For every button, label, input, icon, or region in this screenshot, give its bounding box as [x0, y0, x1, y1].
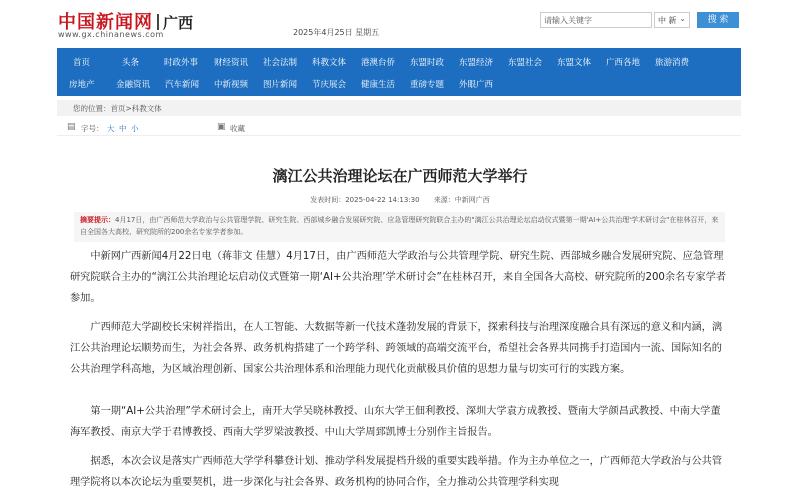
article-paragraph: 第一期“AI+公共治理”学术研讨会上，南开大学吴晓林教授、山东大学王佃利教授、深圳大学袁方成教授、暨南大学颜昌武教授、中南大学董海军教授、南京大学于君博教授、西南大学罗梁波教授、中山大学周郅凯博士分别作主旨报告。 [70, 406, 721, 438]
nav-item[interactable]: 重磅专题 [410, 80, 445, 90]
font-size-icon: ▤ [67, 122, 76, 132]
nav-item[interactable]: 东盟文体 [557, 58, 592, 68]
nav-item[interactable]: 旅游消费 [655, 58, 690, 68]
nav-item[interactable]: 财经资讯 [214, 58, 249, 68]
nav-item[interactable]: 健康生活 [361, 80, 396, 90]
article-source: 来源：中新网广西 [433, 196, 490, 204]
nav-item[interactable]: 节庆展会 [312, 80, 347, 90]
font-size-label: 字号： [81, 124, 104, 133]
breadcrumb-home[interactable]: 首页 [110, 104, 126, 113]
article-title: 漓江公共治理论坛在广西师范大学举行 [272, 167, 528, 185]
nav-item[interactable]: 图片新闻 [263, 80, 298, 90]
nav-item[interactable]: 社会法制 [263, 58, 298, 68]
font-size-bar [57, 118, 741, 136]
nav-item[interactable]: 东盟社会 [508, 58, 543, 68]
search-input[interactable]: 请输入关键字 [540, 12, 652, 28]
nav-item[interactable]: 时政外事 [164, 58, 199, 68]
search-scope-value: 中 新 [658, 16, 677, 25]
chevron-down-icon: ⌄ [679, 14, 686, 23]
font-size-small[interactable]: 小 [131, 124, 139, 133]
nav-item[interactable]: 科教文体 [312, 58, 347, 68]
article-summary [74, 212, 725, 242]
nav-item[interactable]: 东盟经济 [459, 58, 494, 68]
nav-item[interactable]: 东盟时政 [410, 58, 445, 68]
article-meta [60, 195, 740, 205]
summary-label: 摘要提示： [80, 216, 115, 224]
article-paragraph: 据悉，本次会议是落实广西师范大学学科攀登计划、推动学科发展提档升级的重要实践举措。作为主办单位之一，广西师范大学政治与公共管理学院将以本次论坛为重要契机，进一步深化与社会各界、政务机构的协同合作，全力推动公共管理学科实现 [70, 456, 723, 488]
nav-item[interactable]: 头条 [122, 58, 140, 68]
nav-item[interactable]: 外眼广西 [459, 80, 494, 90]
search-scope-select[interactable] [654, 12, 690, 28]
font-size-medium[interactable]: 中 [119, 124, 127, 133]
article-paragraph: 广西师范大学副校长宋树祥指出，在人工智能、大数据等新一代技术蓬勃发展的背景下，探索科技与治理深度融合具有深远的意义和内涵，漓江公共治理论坛顺势而生，为社会各界、政务机构搭建了一个跨学科、跨领域的高端交流平台，希望社会各界共同携手打造国内一流、国际知名的公共治理学科高地，为区域治理创新、国家公共治理体系和治理能力现代化贡献极具价值的思想力量与切实可行的实践方案。 [70, 322, 723, 375]
nav-item[interactable]: 中新视频 [214, 80, 249, 90]
current-date: 2025年4月25日 星期五 [293, 28, 380, 37]
nav-item[interactable]: 首页 [73, 58, 91, 68]
logo-text: 中国新闻网 [58, 12, 153, 33]
summary-text: 4月17日，由广西师范大学政治与公共管理学院、研究生院、西部城乡融合发展研究院、应急管理研究院联合主办的"漓江公共治理论坛启动仪式暨第一期'AI+公共治理'学术研讨会"在桂林召开，来自全国各大高校、研究院所的200余名专家学者参加。 [80, 216, 719, 236]
breadcrumb [57, 100, 741, 116]
favorite-link[interactable]: 收藏 [230, 124, 245, 133]
publish-time: 发表时间：2025-04-22 14:13:30 [310, 196, 420, 204]
article-paragraph: 中新网广西新闻4月22日电（蒋菲文 佳慧）4月17日，由广西师范大学政治与公共管理学院、研究生院、西部城乡融合发展研究院、应急管理研究院联合主办的“漓江公共治理论坛启动仪式暨第一期‘AI+公共治理’学术研讨会”在桂林召开，来自全国各大高校、研究院所的200余名专家学者参加。 [70, 251, 727, 304]
font-size-large[interactable]: 大 [107, 124, 115, 133]
nav-item[interactable]: 金融资讯 [116, 80, 151, 90]
breadcrumb-section[interactable]: 科教文体 [131, 104, 162, 113]
search-button[interactable]: 搜 索 [697, 12, 739, 28]
logo-divider [157, 14, 159, 30]
main-nav [57, 48, 741, 96]
breadcrumb-prefix: 您的位置： [73, 104, 111, 113]
nav-item[interactable]: 广西各地 [606, 58, 641, 68]
nav-item[interactable]: 港澳台侨 [361, 58, 396, 68]
nav-item[interactable]: 房地产 [69, 80, 95, 90]
favorite-icon[interactable]: ▣ [217, 122, 226, 132]
logo-region: 广西 [163, 14, 194, 32]
site-header [0, 0, 799, 44]
breadcrumb-separator: > [125, 104, 132, 113]
nav-item[interactable]: 汽车新闻 [165, 80, 200, 90]
site-url: www.gx.chinanews.com [58, 30, 164, 39]
